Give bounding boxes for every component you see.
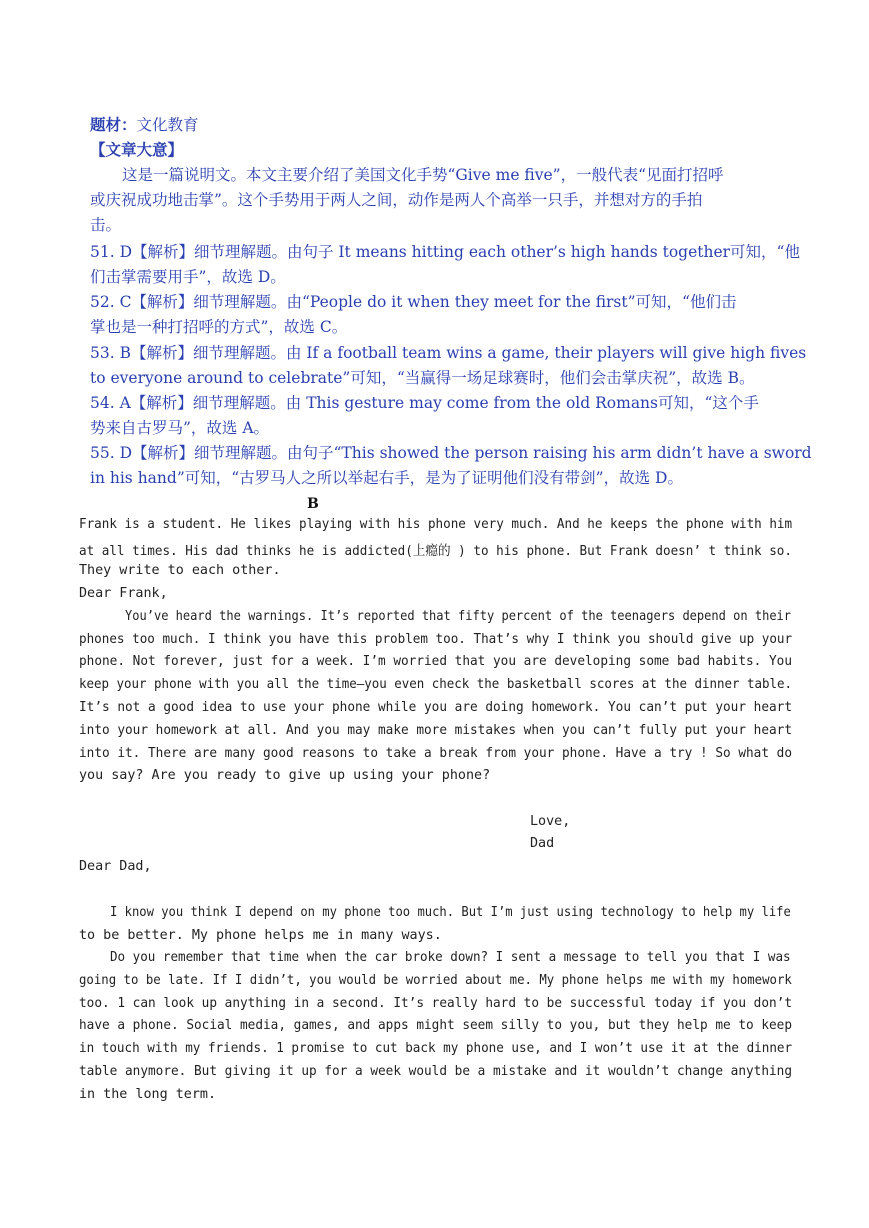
letter1-signature: Dad [530,836,555,851]
letter2-line: I know you think I depend on my phone too much. But I’m just using technology to help my life [110,905,791,920]
answer-line-53-cont: to everyone around to celebrate”可知，“当赢得一场足球赛时，他们会击掌庆祝”，故选 B。 [90,369,755,387]
gist-line: 击。 [90,216,122,234]
letter2-line: Do you remember that time when the car broke down? I sent a message to tell you that I was [110,950,791,965]
letter2-line: table anymore. But giving it up for a week would be a mistake and it wouldn’t change anything [79,1064,793,1079]
topic-value: 文化教育 [136,116,199,134]
topic-label: 题材： [90,115,137,134]
gist-heading: 【文章大意】 [90,140,184,159]
letter1-line: You’ve heard the warnings. It’s reported that fifty percent of the teenagers depend on their [125,609,792,624]
letter1-line: keep your phone with you all the time—you even check the basketball scores at the dinner table. [79,677,793,692]
answer-line-52: 52. C【解析】细节理解题。由“People do it when they meet for the first”可知，“他们击 [90,293,737,311]
letter2-line: in touch with my friends. 1 promise to cut back my phone use, and I won’t use it at the dinner [79,1041,793,1056]
gist-line: 或庆祝成功地击掌”。这个手势用于两人之间，动作是两人个高举一只手，并想对方的手拍 [90,191,703,209]
letter2-greeting: Dear Dad, [79,859,152,874]
answer-line-54-cont: 势来自古罗马”，故选 A。 [90,419,270,437]
answer-line-55-cont: in his hand”可知，“古罗马人之所以举起右手，是为了证明他们没有带剑”，故选 D。 [90,469,683,487]
letter1-line: into your homework at all. And you may make more mistakes when you can’t fully put your heart [79,723,793,738]
letter1-greeting: Dear Frank, [79,586,168,601]
gist-line: 这是一篇说明文。本文主要介绍了美国文化手势“Give me five”，一般代表“见面打招呼 [122,166,724,184]
intro-line: at all times. His dad thinks he is addicted(上瘾的 ) to his phone. But Frank doesn’ t think so. [79,544,792,559]
letter2-line: too. 1 can look up anything in a second. It’s really hard to be successful today if you don’t [79,996,793,1011]
intro-line: They write to each other. [79,563,281,578]
letter1-line: It’s not a good idea to use your phone while you are doing homework. You can’t put your heart [79,700,793,715]
letter1-line: phone. Not forever, just for a week. I’m worried that you are developing some bad habits. You [79,654,793,669]
letter2-line: have a phone. Social media, games, and apps might seem silly to you, but they help me to keep [79,1018,793,1033]
letter2-line: going to be late. If I didn’t, you would be worried about me. My phone helps me with my homework [79,973,792,988]
section-label: B [307,496,319,512]
answer-line-53: 53. B【解析】细节理解题。由 If a football team wins a game, their players will give high fives [90,344,807,362]
topic-line [90,113,199,135]
answer-line-51: 51. D【解析】细节理解题。由句子 It means hitting each other’s high hands together可知，“他 [90,243,800,261]
answer-line-55: 55. D【解析】细节理解题。由句子“This showed the person raising his arm didn’t have a sword [90,444,812,462]
letter1-line: phones too much. I think you have this problem too. That’s why I think you should give up your [79,632,793,647]
letter1-line: you say? Are you ready to give up using your phone? [79,768,491,783]
answer-line-51-cont: 们击掌需要用手”，故选 D。 [90,268,286,286]
answer-line-54: 54. A【解析】细节理解题。由 This gesture may come from the old Romans可知，“这个手 [90,394,759,412]
answer-line-52-cont: 掌也是一种打招呼的方式”，故选 C。 [90,318,348,336]
letter2-line: in the long term. [79,1087,217,1102]
intro-line: Frank is a student. He likes playing with his phone very much. And he keeps the phone with him [79,517,793,532]
letter1-closing: Love, [530,814,571,829]
letter2-line: to be better. My phone helps me in many ways. [79,928,442,943]
letter1-line: into it. There are many good reasons to take a break from your phone. Have a try ! So what do [79,746,793,761]
